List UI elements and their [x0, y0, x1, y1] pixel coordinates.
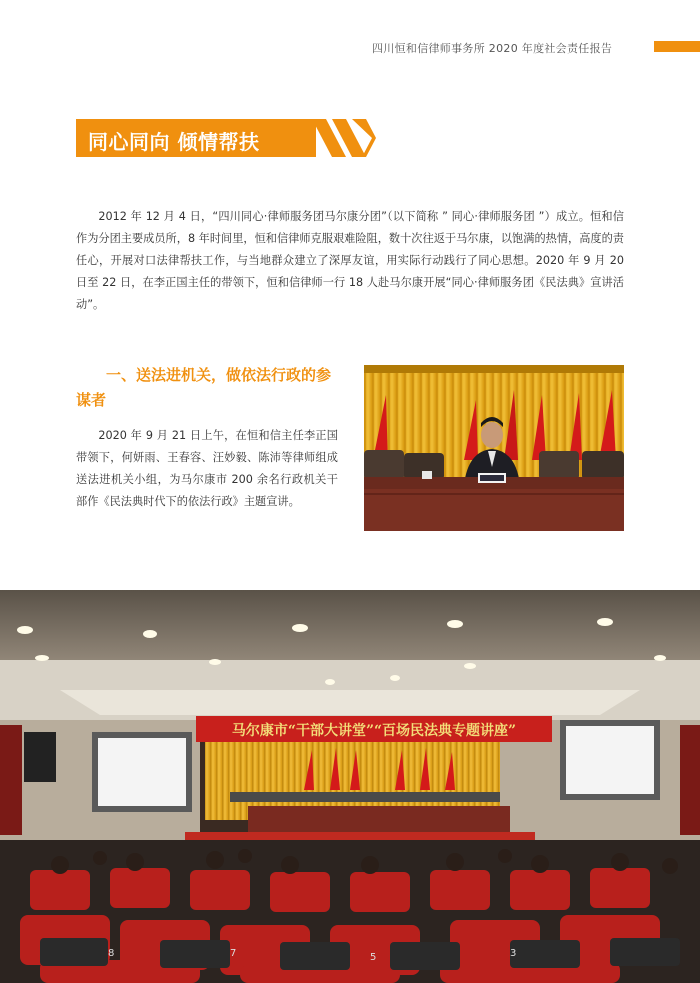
- seat-number-5: 5: [370, 952, 377, 963]
- speaker-photo: [364, 365, 624, 531]
- intro-paragraph: [76, 206, 624, 316]
- header-accent-bar: [654, 41, 700, 52]
- intro-text: 2012 年 12 月 4 日，“四川同心·律师服务团马尔康分团”（以下简称 ” 同心·律师服务团 ”）成立。恒和信作为分团主要成员所，8 年时间里，恒和信律师克服艰难险阻，数十次往返于马尔康，以饱满的热情，高度的责任心，开展对口法律帮扶工作，与当地群众建立了深厚友谊，用实际行动践行了同心思想。2020 年 9 月 20 日至 22 日，在李正国主任的带领下，恒和信律师一行 18 人赴马尔康开展“同心·律师服务团《民法典》宣讲活动”。: [76, 210, 624, 311]
- banner-stripes: [312, 119, 382, 157]
- seat-number-7: 7: [230, 948, 237, 959]
- subsection-heading: 一、送法进机关，做依法行政的参谋者: [76, 366, 332, 409]
- subsection-body: 2020 年 9 月 21 日上午，在恒和信主任李正国带领下，何妍雨、王春容、汪妙毅、陈沛等律师组成送法进机关小组，为马尔康市 200 余名行政机关干部作《民法典时代下的依法行政》主题宣讲。: [76, 429, 338, 508]
- section-title-banner: [76, 119, 316, 157]
- report-header-title: 四川恒和信律师事务所 2020 年度社会责任报告: [372, 42, 613, 55]
- hall-banner-text: 马尔康市“干部大讲堂”“百场民法典专题讲座”: [231, 723, 517, 739]
- lecture-hall-photo: [0, 590, 700, 983]
- seat-number-8: 8: [108, 948, 115, 959]
- seat-number-3: 3: [510, 948, 517, 959]
- section-title: 同心同向 倾情帮扶: [88, 130, 260, 154]
